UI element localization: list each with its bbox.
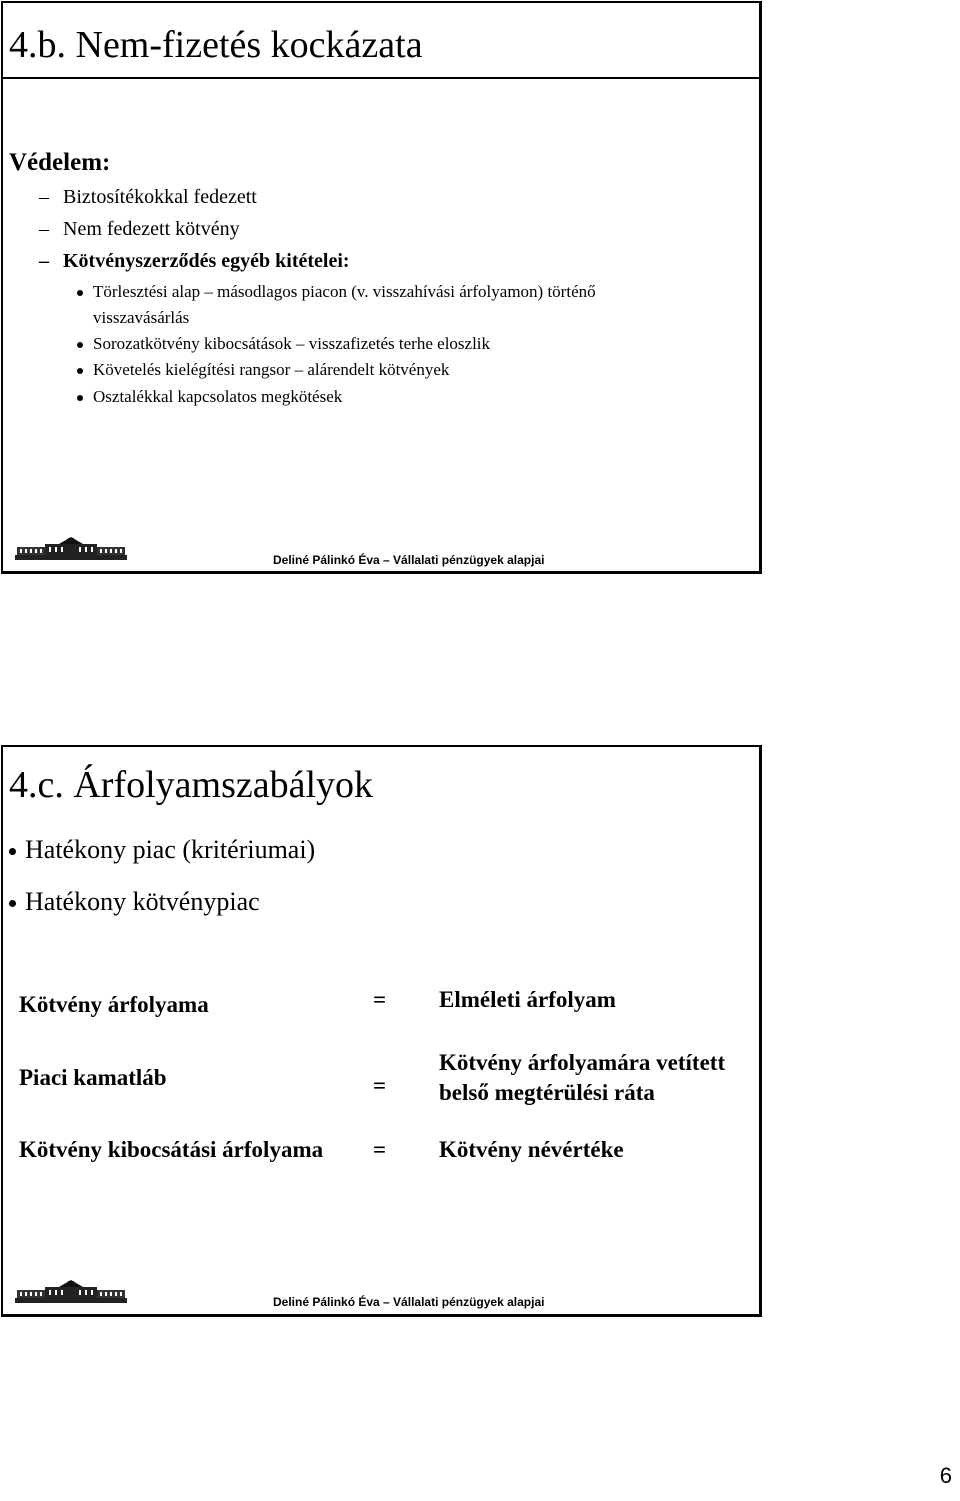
bullet-icon [77,342,83,348]
dash-item: – Biztosítékokkal fedezett [39,186,257,208]
bullet-icon [9,848,16,855]
bullet-icon [77,395,83,401]
bullet-item: Hatékony kötvénypiac [9,887,260,917]
equation-left: Piaci kamatláb [19,1065,167,1090]
equation-right: Kötvény névértéke [439,1137,624,1162]
slide-arfolyamszabalyok [1,745,762,1317]
title-divider [3,77,759,79]
university-building-logo-icon [15,537,127,566]
equation-left: Kötvény árfolyama [19,992,209,1017]
equation-equals: = [373,1137,387,1162]
bullet-icon [77,290,83,296]
bullet-item: Követelés kielégítési rangsor – alárendelt kötvények [77,360,449,380]
page-number: 6 [939,1463,952,1488]
slide-title: 4.c. Árfolyamszabályok [9,764,374,806]
bullet-item: Sorozatkötvény kibocsátások – visszafizetés terhe eloszlik [77,334,490,354]
slide-title: 4.b. Nem-fizetés kockázata [9,24,423,66]
bullet-continuation: visszavásárlás [93,308,190,327]
slide-nem-fizetes [1,1,762,574]
dash-glyph: – [39,218,49,240]
equation-right: Kötvény árfolyamára vetített [439,1050,726,1075]
bullet-icon [9,900,16,907]
slide-footer: Deliné Pálinkó Éva – Vállalati pénzügyek alapjai [273,553,545,567]
slide-footer: Deliné Pálinkó Éva – Vállalati pénzügyek alapjai [273,1295,545,1309]
section-heading: Védelem: [9,149,111,176]
bullet-item: Hatékony piac (kritériumai) [9,835,315,865]
equation-equals: = [373,1073,387,1098]
equation-right: Elméleti árfolyam [439,987,616,1012]
bullet-icon [77,368,83,374]
equation-right-continuation: belső megtérülési ráta [439,1080,655,1105]
university-building-logo-icon [15,1280,127,1309]
dash-item: – Nem fedezett kötvény [39,218,240,240]
dash-glyph: – [39,186,49,208]
bullet-item: Törlesztési alap – másodlagos piacon (v. visszahívási árfolyamon) történő [77,282,596,302]
dash-glyph: – [39,250,49,272]
bullet-item: Osztalékkal kapcsolatos megkötések [77,387,342,407]
dash-item: – Kötvényszerződés egyéb kitételei: [39,250,350,272]
equation-left: Kötvény kibocsátási árfolyama [19,1137,324,1162]
equation-equals: = [373,987,387,1012]
